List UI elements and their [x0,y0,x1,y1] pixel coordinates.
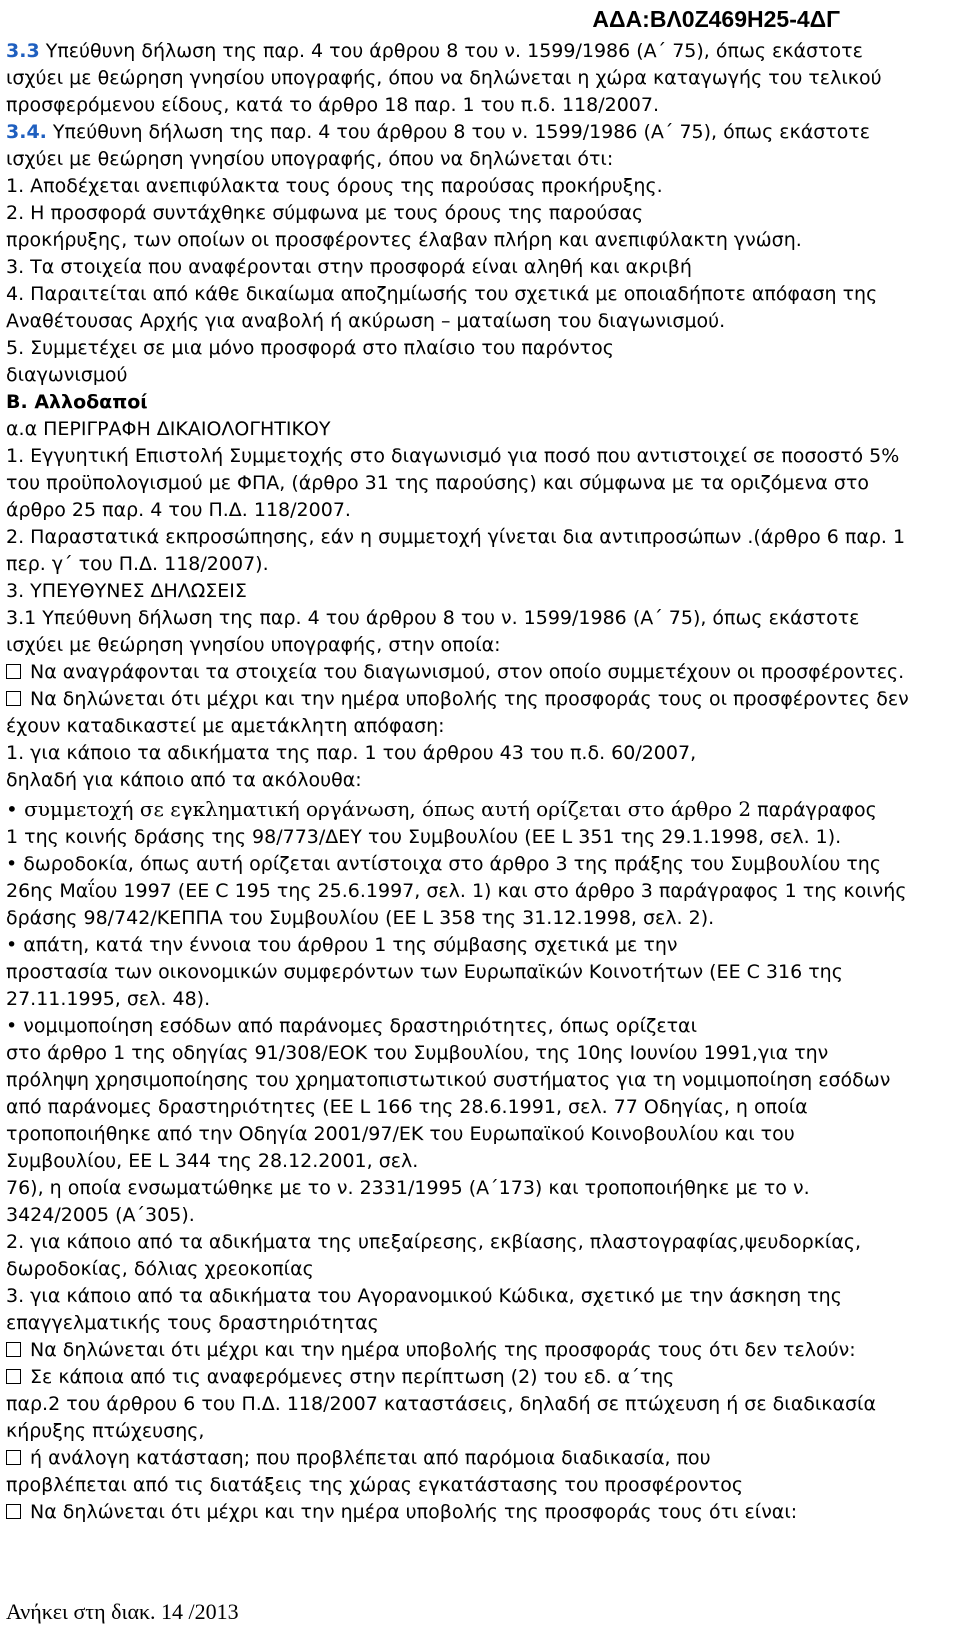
checkbox-line: Να δηλώνεται ότι μέχρι και την ημέρα υποβολής της προσφοράς τους οι προσφέροντες δεν [6,686,956,713]
checkbox-icon [6,1450,21,1465]
document-code: ΑΔΑ:ΒΛ0Ζ469Η25-4ΔΓ [592,6,840,32]
text-line: προστασία των οικονομικών συμφερόντων των Ευρωπαϊκών Κοινοτήτων (ΕΕ C 316 της [6,961,843,983]
section-number: 3.3 [6,40,40,62]
text-line: ισχύει με θεώρηση γνησίου υπογραφής, στην οποία: [6,634,501,656]
text-line: προβλέπεται από τις διατάξεις της χώρας εγκατάστασης του προσφέροντος [6,1474,744,1496]
text-line: δηλαδή για κάποιο από τα ακόλουθα: [6,769,362,791]
text-line: επαγγελματικής τους δραστηριότητας [6,1312,379,1334]
section-heading: Β. Αλλοδαποί [6,391,148,413]
text-line: 1. Εγγυητική Επιστολή Συμμετοχής στο διαγωνισμό για ποσό που αντιστοιχεί σε ποσοστό 5% [6,445,900,467]
checkbox-icon [6,664,21,679]
text-line: κήρυξης πτώχευσης, [6,1420,205,1442]
text-line: 3424/2005 (Α΄305). [6,1204,195,1226]
text-line: 76), η οποία ενσωματώθηκε με το ν. 2331/1995 (Α΄173) και τροποποιήθηκε με το ν. [6,1177,810,1199]
checkbox-line: Να δηλώνεται ότι μέχρι και την ημέρα υποβολής της προσφοράς τους ότι δεν τελούν: [6,1337,956,1364]
text-line: 3. για κάποιο από τα αδικήματα του Αγορανομικού Κώδικα, σχετικό με την άσκηση της [6,1285,842,1307]
text-line: παρ.2 του άρθρου 6 του Π.Δ. 118/2007 καταστάσεις, δηλαδή σε πτώχευση ή σε διαδικασία [6,1393,876,1415]
text-line: προκήρυξης, των οποίων οι προσφέροντες έλαβαν πλήρη και ανεπιφύλακτη γνώση. [6,229,802,251]
checkbox-line: Να δηλώνεται ότι μέχρι και την ημέρα υποβολής της προσφοράς τους ότι είναι: [6,1499,956,1526]
text-line: δράσης 98/742/ΚΕΠΠΑ του Συμβουλίου (ΕΕ L 358 της 31.12.1998, σελ. 2). [6,907,715,929]
document-body [6,38,956,1526]
checkbox-icon [6,1369,21,1384]
text-line: 3. Τα στοιχεία που αναφέρονται στην προσφορά είναι αληθή και ακριβή [6,256,692,278]
text-line: α.α ΠΕΡΙΓΡΑΦΗ ΔΙΚΑΙΟΛΟΓΗΤΙΚΟΥ [6,418,331,440]
text-line: από παράνομες δραστηριότητες (ΕΕ L 166 της 28.6.1991, σελ. 77 Οδηγίας, η οποία [6,1096,808,1118]
checkbox-icon [6,1342,21,1357]
text-line: στο άρθρο 1 της οδηγίας 91/308/ΕΟΚ του Συμβουλίου, της 10ης Ιουνίου 1991,για την [6,1042,829,1064]
checkbox-line: Σε κάποια από τις αναφερόμενες στην περίπτωση (2) του εδ. α΄της [6,1364,956,1391]
text-line: άρθρο 25 παρ. 4 του Π.Δ. 118/2007. [6,499,351,521]
page-footer: Ανήκει στη διακ. 14 /2013 [6,1599,239,1624]
text-line: ισχύει με θεώρηση γνησίου υπογραφής, όπου να δηλώνεται ότι: [6,148,614,170]
text-line: 1. Αποδέχεται ανεπιφύλακτα τους όρους της παρούσας προκήρυξης. [6,175,663,197]
text-line: 1 της κοινής δράσης της 98/773/ΔΕΥ του Συμβουλίου (ΕΕ L 351 της 29.1.1998, σελ. 1). [6,826,842,848]
text-line: προσφερόμενου είδους, κατά το άρθρο 18 παρ. 1 του π.δ. 118/2007. [6,94,660,116]
text-line: Αναθέτουσας Αρχής για αναβολή ή ακύρωση – ματαίωση του διαγωνισμού. [6,310,726,332]
section-number: 3.4. [6,121,47,143]
checkbox-icon [6,691,21,706]
text-line: 2. Παραστατικά εκπροσώπησης, εάν η συμμετοχή γίνεται δια αντιπροσώπων .(άρθρο 6 παρ. 1 [6,526,906,548]
text-line: του προϋπολογισμού με ΦΠΑ, (άρθρο 31 της παρούσης) και σύμφωνα με τα οριζόμενα στο [6,472,869,494]
checkbox-line: ή ανάλογη κατάσταση; που προβλέπεται από παρόμοια διαδικασία, που [6,1445,956,1472]
text-line: 2. Η προσφορά συντάχθηκε σύμφωνα με τους όρους της παρούσας [6,202,644,224]
text-line: 3. ΥΠΕΥΘΥΝΕΣ ΔΗΛΩΣΕΙΣ [6,580,247,602]
text-line: 3.1 Υπεύθυνη δήλωση της παρ. 4 του άρθρου 8 του ν. 1599/1986 (Α΄ 75), όπως εκάστοτε [6,607,860,629]
text-line: 4. Παραιτείται από κάθε δικαίωμα αποζημίωσής του σχετικά με οποιαδήποτε απόφαση της [6,283,878,305]
text-line: ισχύει με θεώρηση γνησίου υπογραφής, όπου να δηλώνεται η χώρα καταγωγής του τελικού [6,67,882,89]
text-line: διαγωνισμού [6,364,128,386]
text-line: 3.4. Υπεύθυνη δήλωση της παρ. 4 του άρθρου 8 του ν. 1599/1986 (Α΄ 75), όπως εκάστοτε [6,121,871,143]
text-line: έχουν καταδικαστεί με αμετάκλητη απόφαση: [6,715,445,737]
text-line: • συμμετοχή σε εγκληματική οργάνωση, όπως αυτή ορίζεται στο άρθρο 2 παράγραφος [6,797,877,821]
checkbox-line: Να αναγράφονται τα στοιχεία του διαγωνισμού, στον οποίο συμμετέχουν οι προσφέροντες. [6,659,956,686]
text-line: 5. Συμμετέχει σε μια μόνο προσφορά στο πλαίσιο του παρόντος [6,337,614,359]
text-line: τροποποιήθηκε από την Οδηγία 2001/97/ΕΚ του Ευρωπαϊκού Κοινοβουλίου και του [6,1123,795,1145]
text-line: περ. γ΄ του Π.Δ. 118/2007). [6,553,269,575]
text-line: δωροδοκίας, δόλιας χρεοκοπίας [6,1258,314,1280]
text-line: • απάτη, κατά την έννοια του άρθρου 1 της σύμβασης σχετικά με την [6,934,678,956]
text-line: 1. για κάποιο τα αδικήματα της παρ. 1 του άρθρου 43 του π.δ. 60/2007, [6,742,697,764]
text-line: • δωροδοκία, όπως αυτή ορίζεται αντίστοιχα στο άρθρο 3 της πράξης του Συμβουλίου της [6,853,882,875]
text-line: 26ης Μαΐου 1997 (ΕΕ C 195 της 25.6.1997, σελ. 1) και στο άρθρο 3 παράγραφος 1 της κοινής [6,880,907,902]
text-line: Συμβουλίου, ΕΕ L 344 της 28.12.2001, σελ. [6,1150,419,1172]
text-line: 3.3 Υπεύθυνη δήλωση της παρ. 4 του άρθρου 8 του ν. 1599/1986 (Α΄ 75), όπως εκάστοτε [6,40,863,62]
text-line: 27.11.1995, σελ. 48). [6,988,211,1010]
text-line: πρόληψη χρησιμοποίησης του χρηματοπιστωτικού συστήματος για τη νομιμοποίηση εσόδων [6,1069,891,1091]
checkbox-icon [6,1504,21,1519]
text-line: • νομιμοποίηση εσόδων από παράνομες δραστηριότητες, όπως ορίζεται [6,1015,698,1037]
text-line: 2. για κάποιο από τα αδικήματα της υπεξαίρεσης, εκβίασης, πλαστογραφίας,ψευδορκίας, [6,1231,862,1253]
